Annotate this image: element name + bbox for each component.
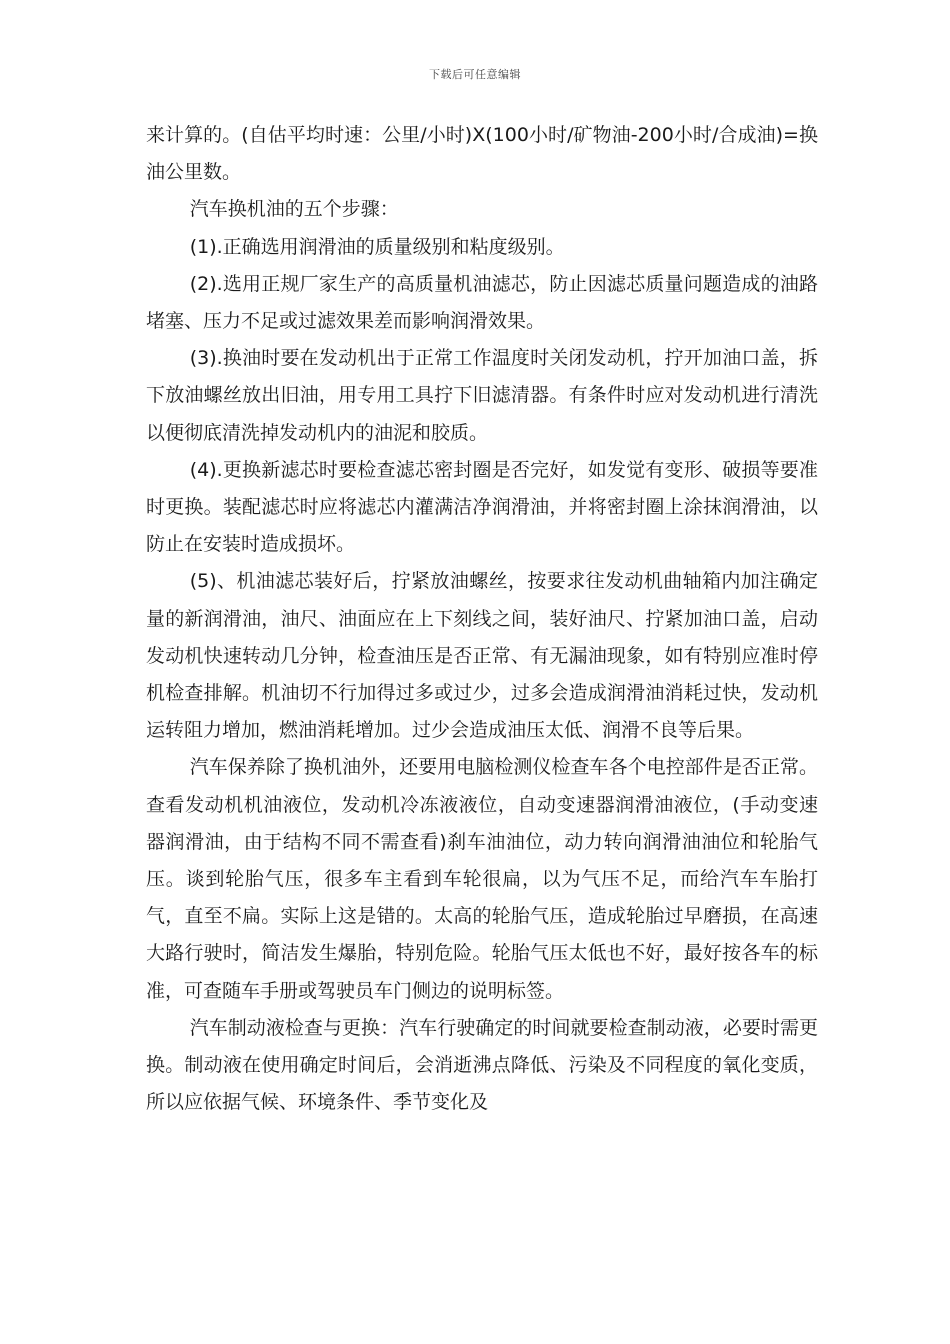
- paragraph-1: 来计算的。(自估平均时速：公里/小时)X(100小时/矿物油-200小时/合成油)=换油公里数。: [146, 124, 818, 184]
- paragraph-9: 汽车制动液检查与更换：汽车行驶确定的时间就要检查制动液，必要时需更换。制动液在使用确定时间后，会消逝沸点降低、污染及不同程度的氧化变质，所以应依据气候、环境条件、季节变化及: [146, 1016, 818, 1114]
- paragraph-6: (4).更换新滤芯时要检查滤芯密封圈是否完好，如发觉有变形、破损等要准时更换。装配滤芯时应将滤芯内灌满洁净润滑油，并将密封圈上涂抹润滑油，以防止在安装时造成损坏。: [146, 458, 818, 556]
- paragraph-5: (3).换油时要在发动机出于正常工作温度时关闭发动机，拧开加油口盖，拆下放油螺丝放出旧油，用专用工具拧下旧滤清器。有条件时应对发动机进行清洗以便彻底清洗掉发动机内的油泥和胶质。: [146, 347, 818, 444]
- page-header: 下载后可任意编辑: [429, 68, 521, 81]
- paragraph-4: (2).选用正规厂家生产的高质量机油滤芯，防止因滤芯质量问题造成的油路堵塞、压力不足或过滤效果差而影响润滑效果。: [146, 272, 818, 333]
- document-body: [146, 117, 818, 1121]
- paragraph-3: (1).正确选用润滑油的质量级别和粘度级别。: [189, 235, 565, 258]
- paragraph-7: (5)、机油滤芯装好后，拧紧放油螺丝，按要求往发动机曲轴箱内加注确定量的新润滑油，油尺、油面应在上下刻线之间，装好油尺、拧紧加油口盖，启动发动机快速转动几分钟，检查油压是否正常、有无漏油现象，如有特别应准时停机检查排解。机油切不行加得过多或过少，过多会造成润滑油消耗过快，发动机运转阻力增加，燃油消耗增加。过少会造成油压太低、润滑不良等后果。: [146, 570, 818, 742]
- paragraph-8: 汽车保养除了换机油外，还要用电脑检测仪检查车各个电控部件是否正常。查看发动机机油液位，发动机冷冻液液位，自动变速器润滑油液位，(手动变速器润滑油，由于结构不同不需查看)刹车油油位，动力转向润滑油油位和轮胎气压。谈到轮胎气压，很多车主看到车轮很扁，以为气压不足，而给汽车车胎打气，直至不扁。实际上这是错的。太高的轮胎气压，造成轮胎过早磨损，在高速大路行驶时，简洁发生爆胎，特别危险。轮胎气压太低也不好，最好按各车的标准，可查随车手册或驾驶员车门侧边的说明标签。: [146, 756, 818, 1002]
- paragraph-2: 汽车换机油的五个步骤：: [189, 198, 399, 221]
